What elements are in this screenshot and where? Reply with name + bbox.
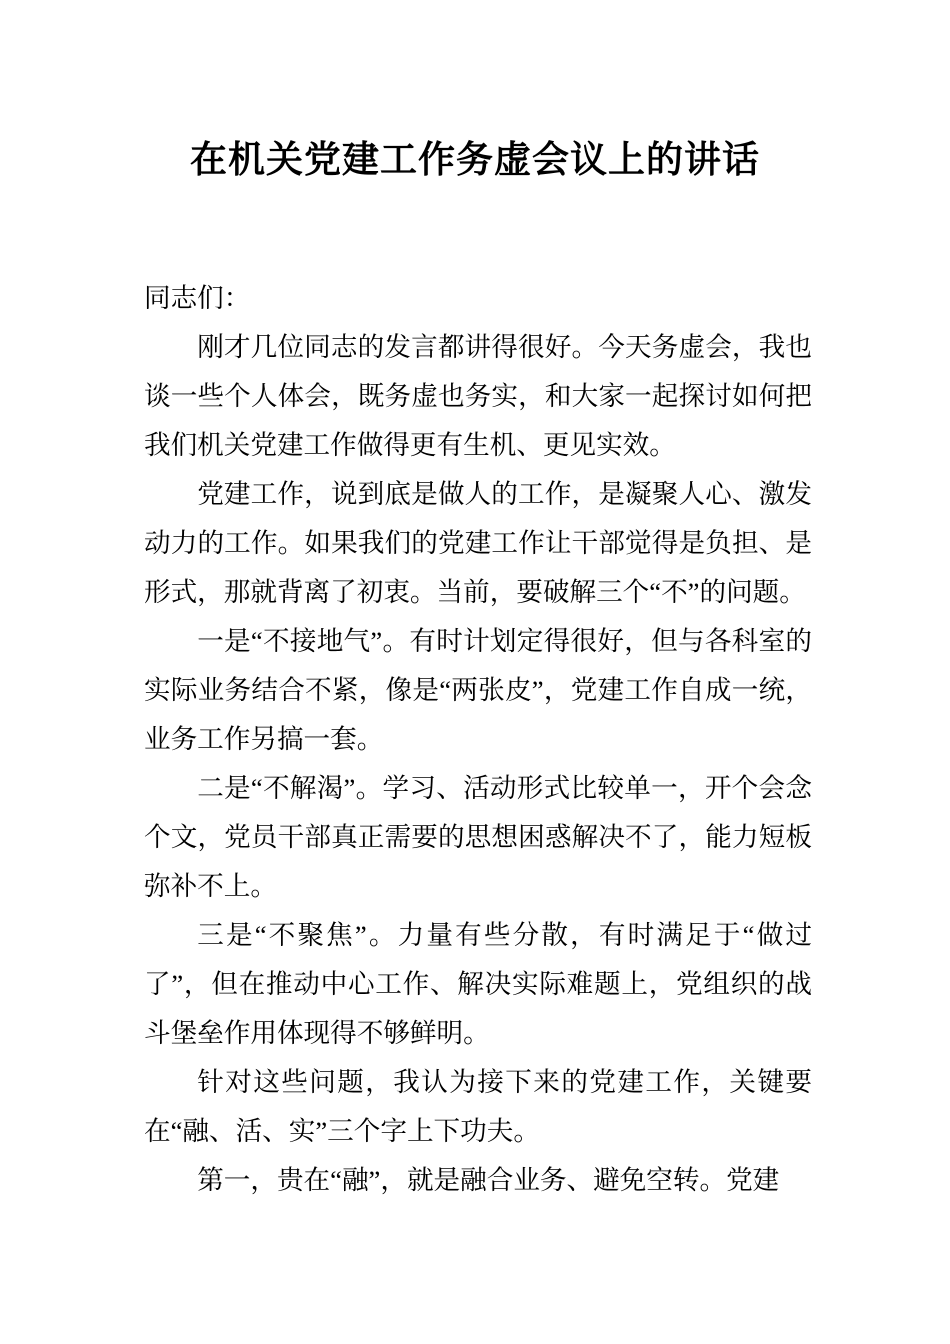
paragraph-problem-2: 二是“不解渴”。学习、活动形式比较单一，开个会念个文，党员干部真正需要的思想困惑解决不了，能力短板弥补不上。	[144, 773, 812, 901]
document-body	[144, 274, 812, 1205]
paragraph-problem-3: 三是“不聚焦”。力量有些分散，有时满足于“做过了”，但在推动中心工作、解决实际难题上，党组织的战斗堡垒作用体现得不够鲜明。	[144, 920, 812, 1048]
salutation-line: 同志们：	[144, 283, 251, 313]
paragraph-overview: 党建工作，说到底是做人的工作，是凝聚人心、激发动力的工作。如果我们的党建工作让干部觉得是负担、是形式，那就背离了初衷。当前，要破解三个“不”的问题。	[144, 479, 812, 607]
paragraph-problem-1: 一是“不接地气”。有时计划定得很好，但与各科室的实际业务结合不紧，像是“两张皮”，党建工作自成一统，业务工作另搞一套。	[144, 626, 812, 754]
paragraph-key-words: 针对这些问题，我认为接下来的党建工作，关键要在“融、活、实”三个字上下功夫。	[144, 1067, 812, 1146]
document-title: 在机关党建工作务虚会议上的讲话	[190, 140, 760, 181]
paragraph-point-1: 第一，贵在“融”，就是融合业务、避免空转。党建	[197, 1165, 780, 1195]
paragraph-intro: 刚才几位同志的发言都讲得很好。今天务虚会，我也谈一些个人体会，既务虚也务实，和大家一起探讨如何把我们机关党建工作做得更有生机、更见实效。	[144, 332, 812, 460]
